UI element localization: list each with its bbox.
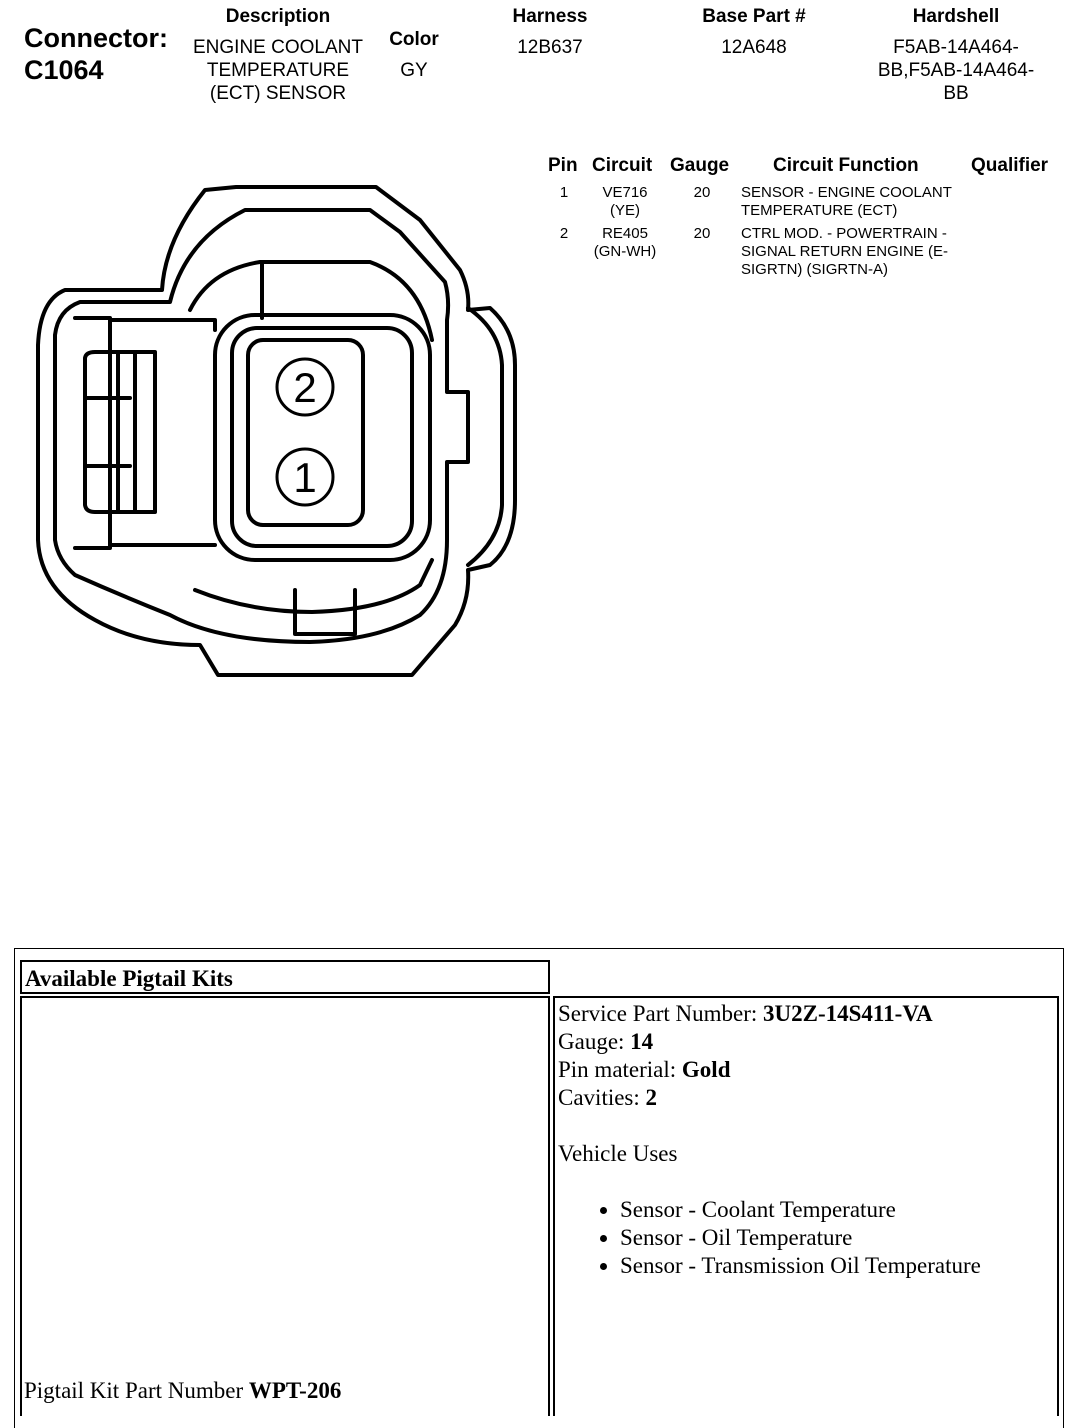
cavities: Cavities: 2 [558,1085,658,1110]
connector-label: Connector: [24,23,168,53]
connector-id: C1064 [24,55,104,85]
pigtail-details-cell [553,996,1059,1416]
wire-gauge: 20 [693,225,711,242]
locking-tab-inner [110,320,215,330]
pigtail-image-cell [20,996,550,1416]
pigtail-details [558,1000,1053,1280]
circuit-function: SENSOR - ENGINE COOLANT TEMPERATURE (ECT) [741,184,952,219]
color-value: GY [400,60,428,81]
pin-1-label: 1 [293,454,317,501]
base-part-header: Base Part # [702,6,806,27]
harness-value: 12B637 [517,37,583,58]
service-part-number: Service Part Number: 3U2Z-14S411-VA [558,1001,933,1026]
pigtail-gauge: Gauge: 14 [558,1029,654,1054]
pin-number: 1 [559,184,569,201]
kit-number-value: WPT-206 [248,1378,342,1403]
connector-label-block [24,22,168,86]
pigtail-title-cell [20,960,550,994]
circuit-code: VE716 (YE) [602,184,648,219]
base-part-value: 12A648 [721,37,787,58]
side-latch [468,308,502,565]
harness-header: Harness [512,6,588,27]
circuit-column-header: Circuit [592,155,653,176]
circuit-function: CTRL MOD. - POWERTRAIN - SIGNAL RETURN ENGINE (E- SIGRTN) (SIGRTN-A) [741,225,948,278]
circuit-code: RE405 (GN-WH) [593,225,657,260]
list-item: • Sensor - Coolant Temperature [620,1196,1053,1224]
vehicle-uses-list [558,1196,1053,1280]
description-header: Description [225,6,331,27]
pin-column-header: Pin [548,155,578,176]
bottom-lobe-contour [195,560,432,612]
wire-gauge: 20 [693,184,711,201]
function-column-header: Circuit Function [773,155,919,176]
list-item: • Sensor - Transmission Oil Temperature [620,1252,1053,1280]
list-item: • Sensor - Oil Temperature [620,1224,1053,1252]
qualifier-column-header: Qualifier [971,155,1049,176]
pin-2-label: 2 [293,364,317,411]
gauge-column-header: Gauge [670,155,730,176]
hardshell-value: F5AB-14A464- BB,F5AB-14A464- BB [877,37,1035,104]
terminal-block-inner [232,328,412,546]
pigtail-title: Available Pigtail Kits [25,966,233,991]
vehicle-uses-label: Vehicle Uses [558,1141,678,1166]
pin-number: 2 [559,225,569,242]
pin-material: Pin material: Gold [558,1057,731,1082]
hardshell-header: Hardshell [912,6,1000,27]
color-header: Color [389,29,439,50]
description-value: ENGINE COOLANT TEMPERATURE (ECT) SENSOR [193,37,363,104]
pigtail-kit-part-number: Pigtail Kit Part Number WPT-206 [24,1378,342,1403]
connector-face-drawing [20,178,520,683]
